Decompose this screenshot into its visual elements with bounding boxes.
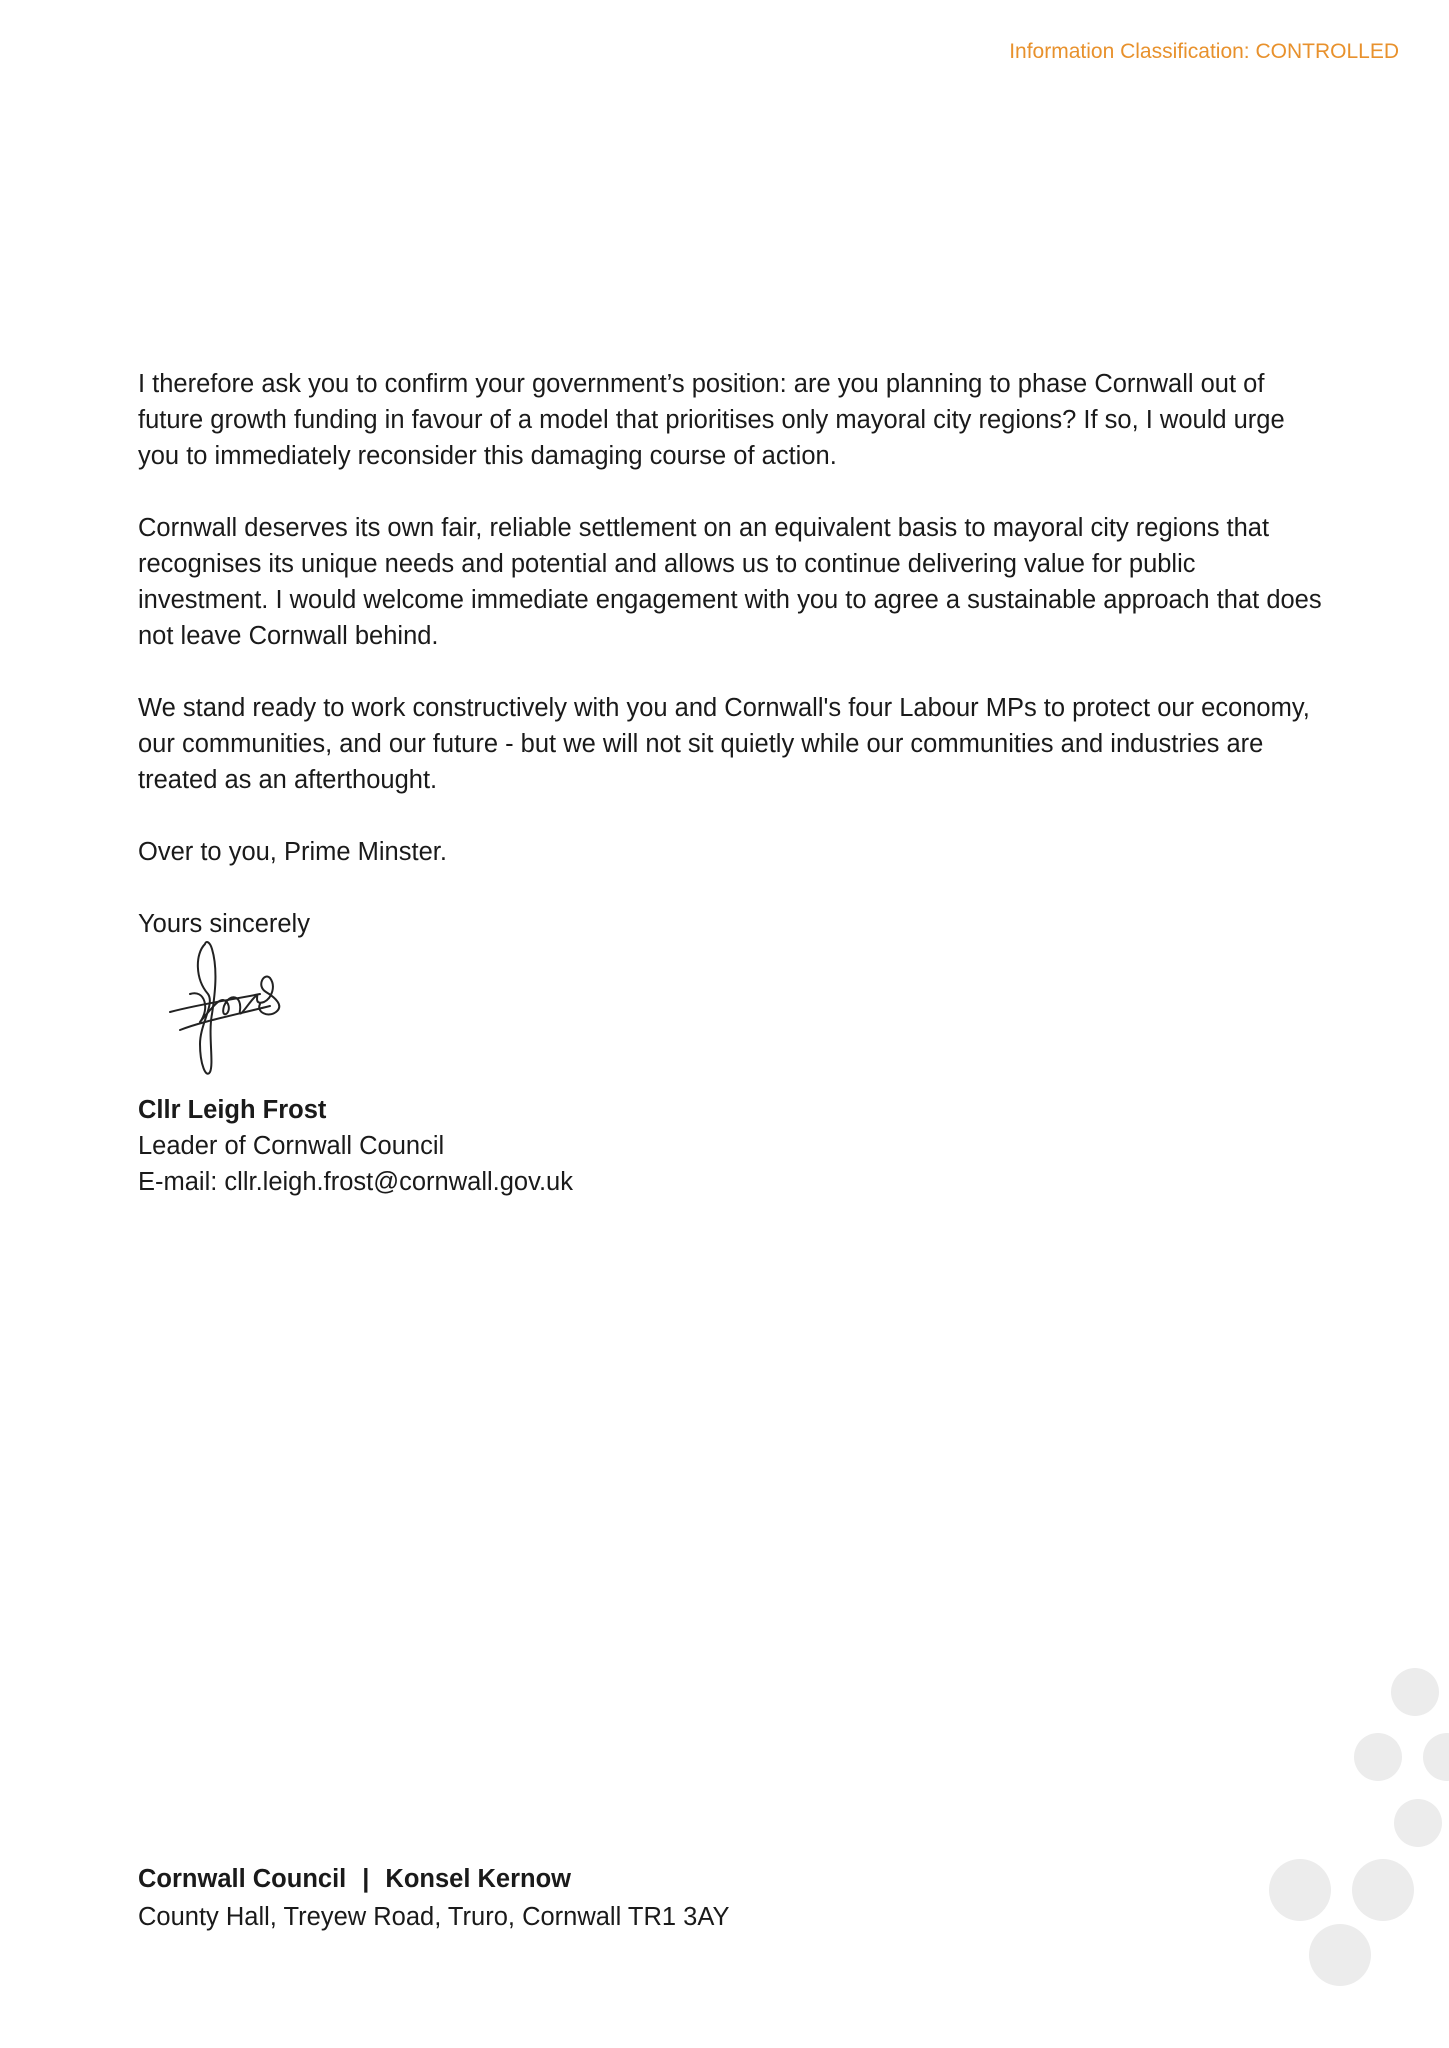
signer-email: E-mail: cllr.leigh.frost@cornwall.gov.uk — [138, 1168, 573, 1196]
decorative-dot — [1269, 1859, 1331, 1921]
footer-separator: | — [362, 1865, 370, 1893]
decorative-dot — [1391, 1668, 1439, 1716]
footer-org-kw: Konsel Kernow — [385, 1865, 572, 1893]
letter-body — [138, 366, 1328, 1200]
closing-salutation: Yours sincerely — [138, 910, 310, 938]
paragraph-over-to-you: Over to you, Prime Minster. — [138, 838, 447, 866]
paragraph-position: I therefore ask you to confirm your government’s position: are you planning to phase Cornwall out of future growth funding in favour of a model that prioritises only mayoral city regions? If so, I would urge you to immediately reconsider this damaging course of action. — [138, 370, 1285, 470]
classification-label: Information Classification: CONTROLLED — [1009, 40, 1399, 63]
decorative-dot — [1394, 1799, 1442, 1847]
paragraph-settlement: Cornwall deserves its own fair, reliable settlement on an equivalent basis to mayoral city regions that recognises its unique needs and potential and allows us to continue delivering value for public investment. I would welcome immediate engagement with you to agree a sustainable approach that does not leave Cornwall behind. — [138, 514, 1322, 650]
decorative-dot — [1423, 1733, 1449, 1781]
footer — [138, 1860, 729, 1936]
signer-block — [138, 1092, 1328, 1200]
decorative-dots-graphic — [1240, 1650, 1449, 2000]
decorative-dot — [1352, 1859, 1414, 1921]
decorative-dot — [1309, 1924, 1371, 1986]
footer-org-en: Cornwall Council — [138, 1865, 347, 1893]
decorative-dot — [1354, 1733, 1402, 1781]
signer-title: Leader of Cornwall Council — [138, 1132, 445, 1160]
signer-name: Cllr Leigh Frost — [138, 1096, 327, 1124]
paragraph-ready: We stand ready to work constructively with you and Cornwall's four Labour MPs to protect our economy, our communities, and our future - but we will not sit quietly while our communities and industries are treated as an afterthought. — [138, 694, 1310, 794]
signature-image — [160, 934, 295, 1084]
footer-address: County Hall, Treyew Road, Truro, Cornwall TR1 3AY — [138, 1903, 730, 1931]
